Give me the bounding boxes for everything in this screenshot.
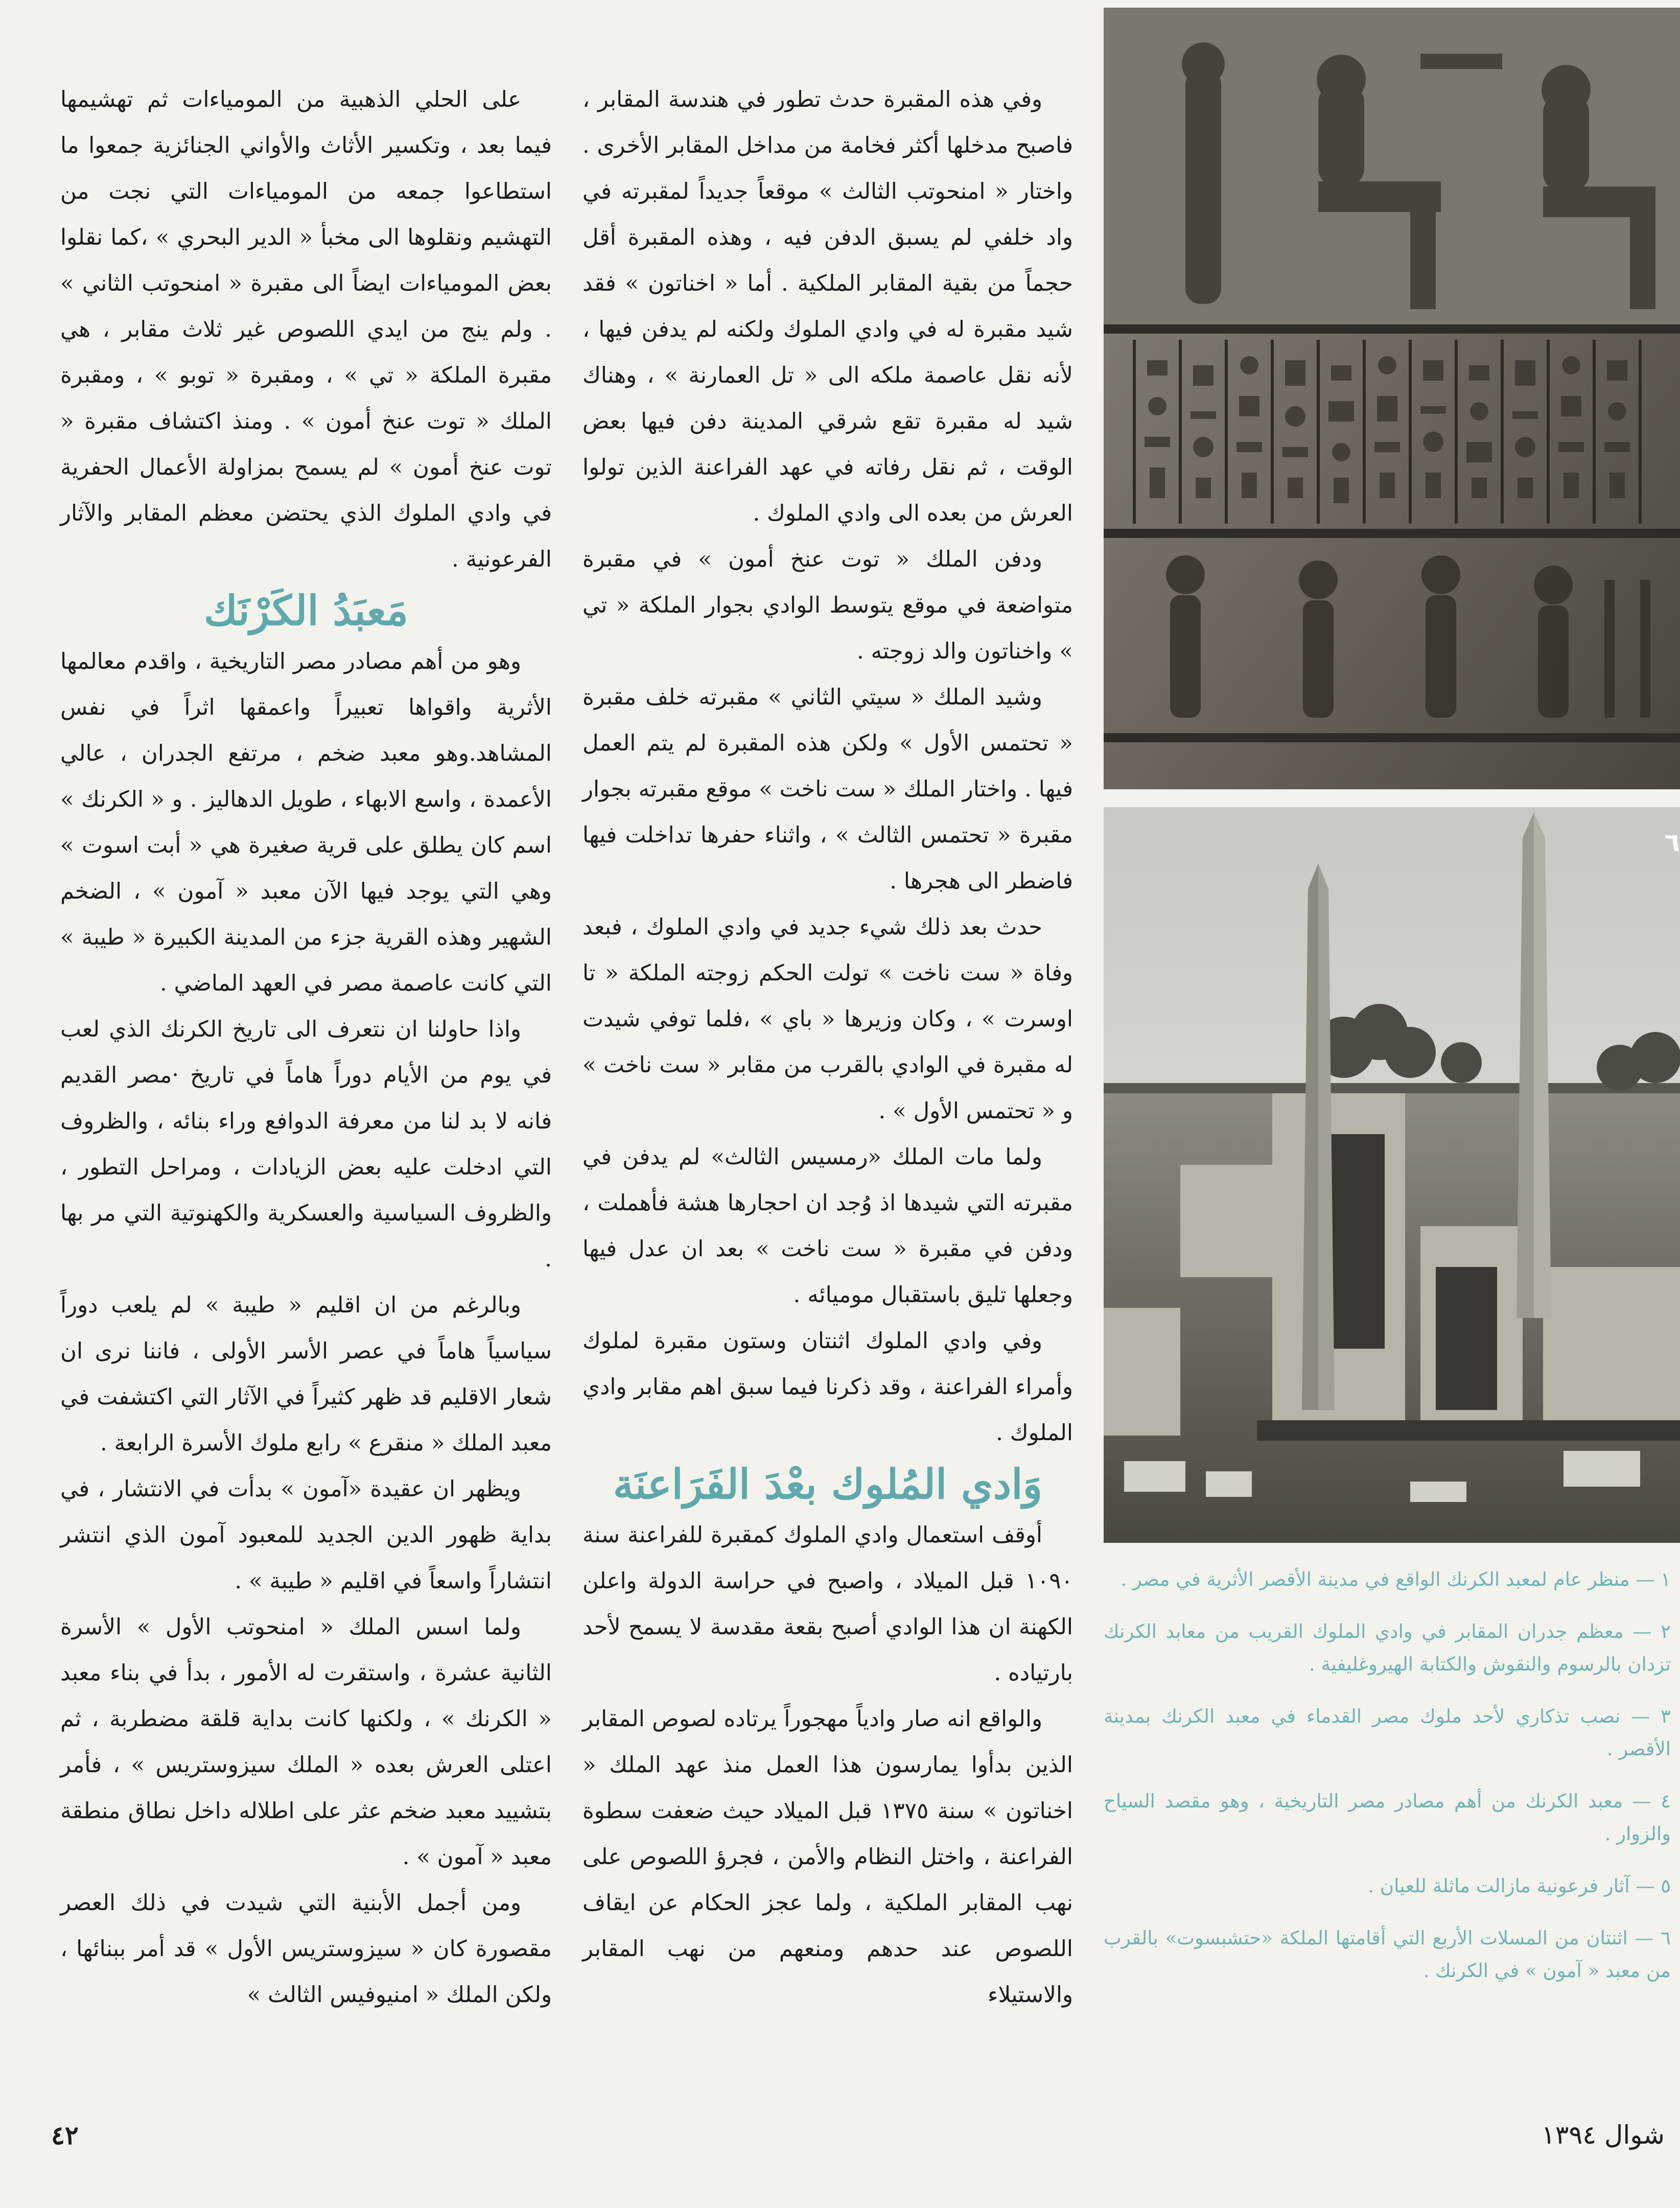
page-number: ٤٢	[51, 2120, 79, 2150]
text-column-middle	[582, 77, 1073, 2018]
karnak-obelisks-photo	[1104, 807, 1680, 1543]
issue-date: شوال ١٣٩٤	[1541, 2120, 1665, 2150]
tomb-wall-relief-photo	[1104, 8, 1680, 789]
caption: ٤ — معبد الكرنك من أهم مصادر مصر التاريخية ، وهو مقصد السياح والزوار .	[1104, 1790, 1671, 1845]
paragraph: ولما اسس الملك « امنحوتب الأول » الأسرة الثانية عشرة ، واستقرت له الأمور ، بدأ في بناء معبد « الكرنك » ، ولكنها كانت بداية قلقة مضطربة ، ثم اعتلى العرش بعده « الملك سيزوستريس » ، فأمر بتشييد معبد ضخم عثر على اطلاله داخل نطاق منطقة معبد « آمون » .	[60, 1614, 552, 1870]
paragraph: وفي وادي الملوك اثنتان وستون مقبرة لملوك وأمراء الفراعنة ، وقد ذكرنا فيما سبق اهم مقابر وادي الملوك .	[582, 1328, 1073, 1446]
paragraph: وفي هذه المقبرة حدث تطور في هندسة المقابر ، فاصبح مدخلها أكثر فخامة من مداخل المقابر الأخرى . واختار « امنحوتب الثالث » موقعاً جديداً لمقبرته في واد خلفي لم يسبق الدفن فيه ، وهذه المقبرة أقل حجماً من بقية المقابر الملكية . أما « اخناتون » فقد شيد مقبرة له في وادي الملوك ولكنه لم يدفن فيها ، لأنه نقل عاصمة ملكه الى « تل العمارنة » ، وهناك شيد له مقبرة تقع شرقي المدينة دفن فيها بعض الوقت ، ثم نقل رفاته في عهد الفراعنة الذين تولوا العرش من بعده الى وادي الملوك .	[582, 87, 1073, 526]
paragraph: ودفن الملك « توت عنخ أمون » في مقبرة متواضعة في موقع يتوسط الوادي بجوار الملكة « تي » واخناتون والد زوجته .	[582, 547, 1073, 664]
caption: ٣ — نصب تذكاري لأحد ملوك مصر القدماء في معبد الكرنك بمدينة الأقصر .	[1104, 1705, 1671, 1760]
paragraph: ومن أجمل الأبنية التي شيدت في ذلك العصر مقصورة كان « سيزوستريس الأول » قد أمر ببنائها ، ولكن الملك « امنيوفيس الثالث »	[60, 1890, 552, 2008]
paragraph: ولما مات الملك «رمسيس الثالث» لم يدفن في مقبرته التي شيدها اذ وُجد ان احجارها هشة فأهملت ، ودفن في مقبرة « ست ناخت » بعد ان عدل فيها وجعلها تليق باستقبال موميائه .	[582, 1144, 1073, 1308]
photo-captions	[1104, 1563, 1671, 2007]
paragraph: وبالرغم من ان اقليم « طيبة » لم يلعب دوراً سياسياً هاماً في عصر الأسر الأولى ، فاننا نرى ان شعار الاقليم قد ظهر كثيراً في الآثار التي اكتشفت في معبد الملك « منقرع » رابع ملوك الأسرة الرابعة .	[60, 1293, 552, 1456]
text-column-left	[60, 77, 552, 2018]
paragraph: والواقع انه صار وادياً مهجوراً يرتاده لصوص المقابر الذين بدأوا يمارسون هذا العمل منذ عهد الملك « اخناتون » سنة ١٣٧٥ قبل الميلاد حيث ضعفت سطوة الفراعنة ، واختل النظام والأمن ، فجرؤ اللصوص على نهب المقابر الملكية ، ولما عجز الحكام عن ايقاف اللصوص عند حدهم ومنعهم من نهب المقابر والاستيلاء	[582, 1706, 1073, 2008]
section-heading-karnak: مَعبَدُ الكَرْنَك	[203, 586, 409, 635]
caption: ١ — منظر عام لمعبد الكرنك الواقع في مدينة الأقصر الأثرية في مصر .	[1121, 1568, 1671, 1590]
paragraph: على الحلي الذهبية من المومياءات ثم تهشيمها فيما بعد ، وتكسير الأثاث والأواني الجنائزية جمعوا ما استطاعوا جمعه من المومياءات التي نجت من التهشيم ونقلوها الى مخبأ « الدير البحري » ،كما نقلوا بعض المومياءات ايضاً الى مقبرة « امنحوتب الثاني » . ولم ينج من ايدي اللصوص غير ثلاث مقابر ، هي مقبرة الملكة « تي » ، ومقبرة « توبو » ، ومقبرة الملك « توت عنخ أمون » . ومنذ اكتشاف مقبرة « توت عنخ أمون » لم يسمح بمزاولة الأعمال الحفرية في وادي الملوك الذي يحتضن معظم المقابر والآثار الفرعونية .	[60, 87, 552, 572]
paragraph: أوقف استعمال وادي الملوك كمقبرة للفراعنة سنة ١٠٩٠ قبل الميلاد ، واصبح في حراسة الدولة واعلن الكهنة ان هذا الوادي أصبح بقعة مقدسة لا يسمح لأحد بارتياده .	[582, 1522, 1073, 1686]
paragraph: ويظهر ان عقيدة «آمون » بدأت في الانتشار ، في بداية ظهور الدين الجديد للمعبود آمون الذي انتشر انتشاراً واسعاً في اقليم « طيبة » .	[60, 1476, 552, 1594]
paragraph: وهو من أهم مصادر مصر التاريخية ، واقدم معالمها الأثرية واقواها تعبيراً واعمقها اثراً في نفس المشاهد.وهو معبد ضخم ، مرتفع الجدران ، عالي الأعمدة ، واسع الابهاء ، طويل الدهاليز . و « الكرنك » اسم كان يطلق على قرية صغيرة هي « أبت اسوت » وهي التي يوجد فيها الآن معبد « آمون » ، الضخم الشهير وهذه القرية جزء من المدينة الكبيرة « طيبة » التي كانت عاصمة مصر في العهد الماضي .	[60, 649, 552, 996]
paragraph: وشيد الملك « سيتي الثاني » مقبرته خلف مقبرة « تحتمس الأول » ولكن هذه المقبرة لم يتم العمل فيها . واختار الملك « ست ناخت » موقع مقبرته بجوار مقبرة « تحتمس الثالث » ، واثناء حفرها تداخلت فيها فاضطر الى هجرها .	[582, 685, 1073, 894]
paragraph: واذا حاولنا ان نتعرف الى تاريخ الكرنك الذي لعب في يوم من الأيام دوراً هاماً في تاريخ ·مصر القديم فانه لا بد لنا من معرفة الدوافع وراء بنائه ، والظروف التي ادخلت عليه بعض الزيادات ، ومراحل التطور ، والظروف السياسية والعسكرية والكهنوتية التي مر بها .	[60, 1017, 552, 1272]
caption: ٢ — معظم جدران المقابر في وادي الملوك القريب من معابد الكرنك تزدان بالرسوم والنقوش والكتابة الهيروغليفية .	[1104, 1620, 1671, 1675]
caption: ٦ — اثنتان من المسلات الأربع التي أقامتها الملكة «حتشبسوت» بالقرب من معبد « آمون » في الكرنك .	[1104, 1927, 1671, 1982]
paragraph: حدث بعد ذلك شيء جديد في وادي الملوك ، فبعد وفاة « ست ناخت » تولت الحكم زوجته الملكة « تا اوسرت » ، وكان وزيرها « باي » ،فلما توفي شيدت له مقبرة في الوادي بالقرب من مقابر « ست ناخت » و « تحتمس الأول » .	[582, 914, 1073, 1124]
caption: ٥ — آثار فرعونية مازالت ماثلة للعيان .	[1368, 1875, 1671, 1897]
section-heading-valley-after-pharaohs: وَادي المُلوك بعْدَ الفَرَاعنَة	[613, 1460, 1043, 1508]
figure-number-label: ٦	[1664, 828, 1680, 857]
